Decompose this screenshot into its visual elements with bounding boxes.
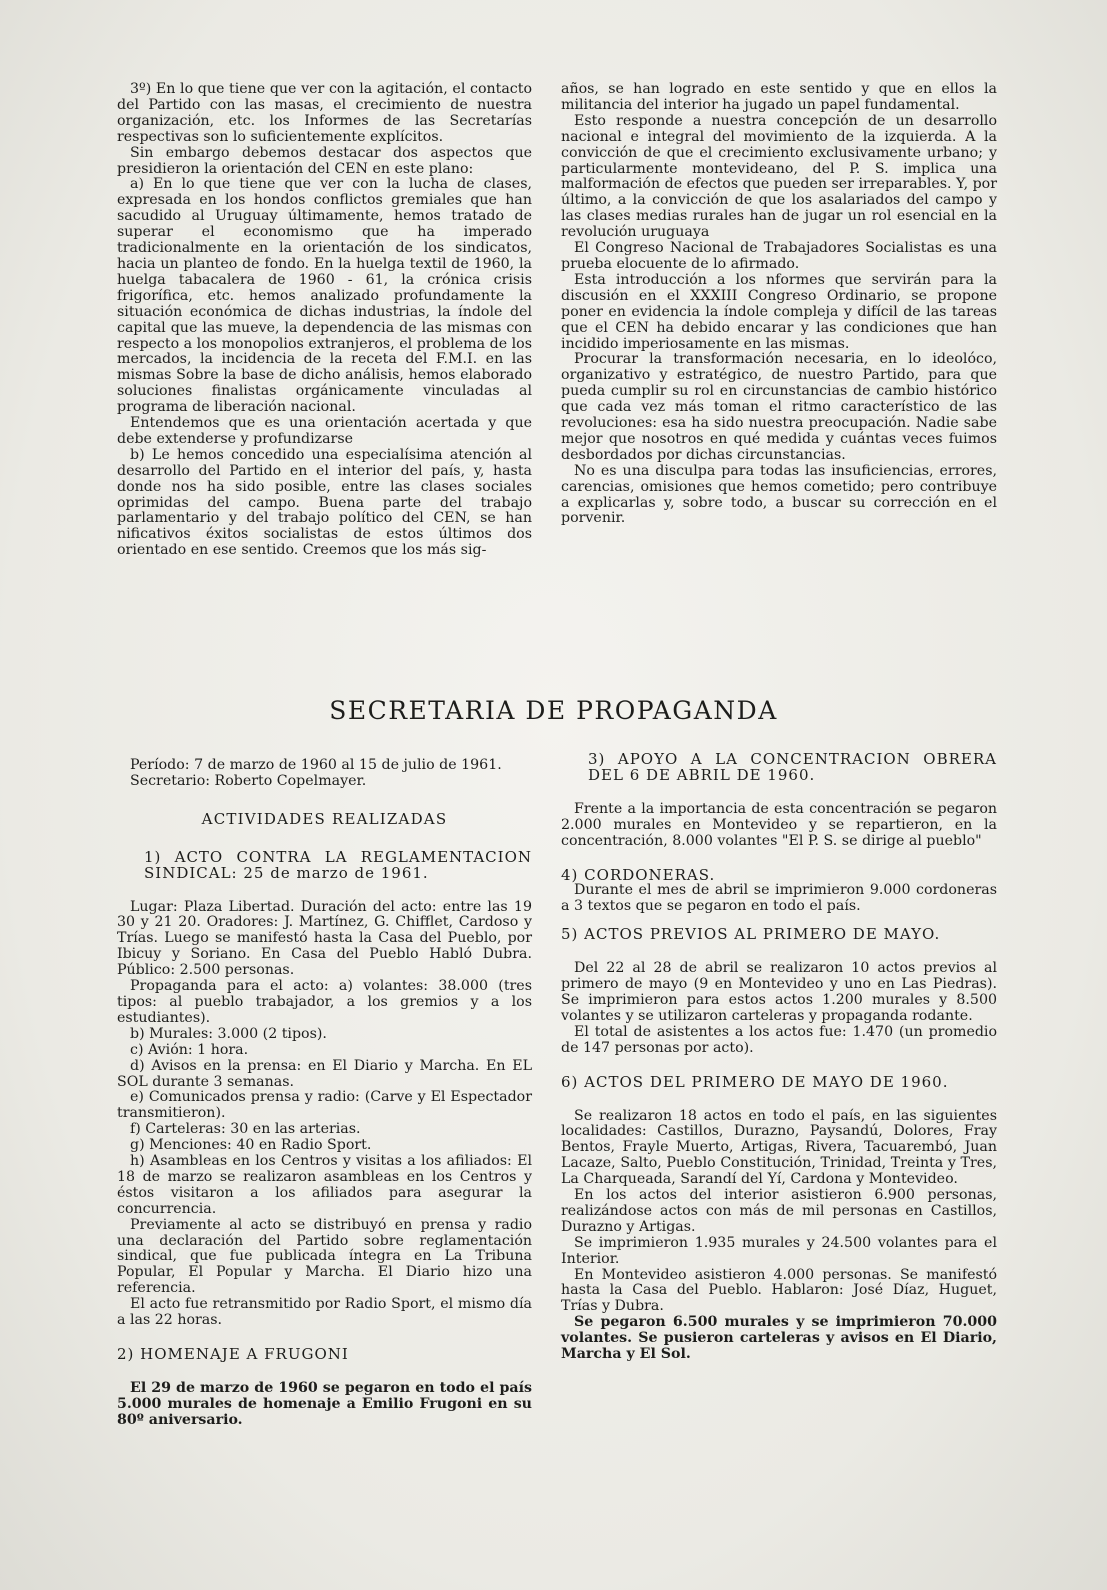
paragraph: Durante el mes de abril se imprimieron 9.000 cordoneras a 3 textos que se pegaron en todo el país. [561, 882, 997, 915]
paragraph: Lugar: Plaza Libertad. Duración del acto: entre las 19 30 y 21 20. Oradores: J. Martínez, G. Chifflet, Cardoso y Trías. Luego se manifestó hasta la Casa del Pueblo, por Ibicuy y Soriano. En Casa del Pueblo Habló Dubra. Público: 2.500 personas. [117, 898, 532, 979]
paragraph: Previamente al acto se distribuyó en prensa y radio una declaración del Partido sobre reglamentación sindical, que fue publicada íntegra en La Tribuna Popular, El Popular y Marcha. El Diario hizo una referencia. [117, 1216, 532, 1297]
item-5-heading: 5) ACTOS PREVIOS AL PRIMERO DE MAYO. [561, 925, 941, 944]
paragraph: 3º) En lo que tiene que ver con la agitación, el contacto del Partido con las masas, el crecimiento de nuestra organización, etc. los Informes de las Secretarías respectivas son lo suficientemente explícitos. [117, 81, 532, 145]
section-title: SECRETARIA DE PROPAGANDA [329, 696, 778, 725]
paragraph: El 29 de marzo de 1960 se pegaron en todo el país 5.000 murales de homenaje a Emilio Frugoni en su 80º aniversario. [117, 1379, 532, 1428]
paragraph: años, se han logrado en este sentido y que en ellos la militancia del interior ha jugado un papel fundamental. [561, 81, 997, 113]
paragraph: Propaganda para el acto: a) volantes: 38.000 (tres tipos: al pueblo trabajador, a los gremios y a los estudiantes). [117, 978, 532, 1026]
top-left-column [117, 82, 532, 559]
paragraph: f) Carteleras: 30 en las arterias. [130, 1121, 361, 1138]
paragraph: Se realizaron 18 actos en todo el país, en las siguientes localidades: Castillos, Durazno, Paysandú, Dolores, Fray Bentos, Frayle Muerto, Artigas, Rivera, Tacuarembó, Juan Lacaze, Salto, Pueblo Constitución, Trinidad, Treinta y Tres, La Charqueada, Sarandí del Yí, Cardona y Montevideo. [561, 1107, 997, 1188]
period-line: Período: 7 de marzo de 1960 al 15 de julio de 1961. [130, 757, 502, 773]
paragraph: Del 22 al 28 de abril se realizaron 10 actos previos al primero de mayo (9 en Montevideo y uno en Las Piedras). Se imprimieron para estos actos 1.200 murales y 8.500 volantes y se utilizaron carteleras y propaganda rodante. [561, 960, 997, 1024]
paragraph: El Congreso Nacional de Trabajadores Socialistas es una prueba elocuente de lo afirmado. [561, 240, 997, 272]
paragraph: El total de asistentes a los actos fue: 1.470 (un promedio de 147 personas por acto). [561, 1023, 997, 1056]
activities-heading: ACTIVIDADES REALIZADAS [201, 809, 448, 828]
paragraph: El acto fue retransmitido por Radio Sport, el mismo día a las 22 horas. [117, 1296, 532, 1329]
paragraph: h) Asambleas en los Centros y visitas a los afiliados: El 18 de marzo se realizaron asambleas en los Centros y éstos visitaron a los afiliados para asegurar la concurrencia. [117, 1153, 532, 1217]
item-6-heading: 6) ACTOS DEL PRIMERO DE MAYO DE 1960. [561, 1072, 949, 1091]
secretary-line: Secretario: Roberto Copelmayer. [130, 772, 367, 789]
item-1-heading: 1) ACTO CONTRA LA REGLAMENTACION SINDICAL: 25 de marzo de 1961. [144, 847, 532, 882]
paragraph: No es una disculpa para todas las insuficiencias, errores, carencias, omisiones que hemos cometido; pero contribuye a explicarlas y, sobre todo, a buscar su corrección en el porvenir. [561, 462, 997, 527]
paragraph: Esta introducción a los nformes que servirán para la discusión en el XXXIII Congreso Ordinario, se propone poner en evidencia la índole compleja y difícil de las tareas que el CEN ha debido encarar y las condiciones que han incidido imperiosamente en las mismas. [561, 271, 997, 352]
paragraph: En Montevideo asistieron 4.000 personas. Se manifestó hasta la Casa del Pueblo. Hablaron: José Díaz, Huguet, Trías y Dubra. [561, 1266, 997, 1315]
paragraph: Sin embargo debemos destacar dos aspectos que presidieron la orientación del CEN en este plano: [117, 144, 532, 177]
top-right-column [561, 82, 997, 527]
bottom-left-column [117, 758, 532, 1429]
paragraph: c) Avión: 1 hora. [130, 1041, 249, 1058]
paragraph: En los actos del interior asistieron 6.900 personas, realizándose actos con más de mil personas en Castillos, Durazno y Artigas. [561, 1187, 997, 1235]
paragraph: e) Comunicados prensa y radio: (Carve y El Espectador transmitieron). [117, 1089, 532, 1122]
paragraph: g) Menciones: 40 en Radio Sport. [130, 1137, 372, 1154]
paragraph: b) Murales: 3.000 (2 tipos). [130, 1025, 327, 1042]
paragraph: b) Le hemos concedido una especialísima atención al desarrollo del Partido en el interior del país, y, hasta donde nos ha sido posible, entre las clases sociales oprimidas del campo. Buena parte del trabajo parlamentario y del trabajo político del CEN, se han nificativos éxitos socialistas de estos últimos dos orientado en ese sentido. Creemos que los más sig- [117, 446, 532, 559]
paragraph: Procurar la transformación necesaria, en lo ideolóco, organizativo y estratégico, de nuestro Partido, para que pueda cumplir su rol en circunstancias de cambio histórico que cada vez más toman el ritmo característico de las revoluciones: esa ha sido nuestra preocupación. Nadie sabe mejor que nosotros en qué medida y cuántas veces fuimos desbordados por dichas circunstancias. [561, 351, 997, 463]
paragraph: Frente a la importancia de esta concentración se pegaron 2.000 murales en Montevideo y se repartieron, en la concentración, 8.000 volantes "El P. S. se dirige al pueblo" [561, 800, 997, 849]
item-3-heading: 3) APOYO A LA CONCENTRACION OBRERA DEL 6 DE ABRIL DE 1960. [588, 750, 997, 784]
item-2-heading: 2) HOMENAJE A FRUGONI [117, 1345, 349, 1363]
paragraph: a) En lo que tiene que ver con la lucha de clases, expresada en los hondos conflictos gremiales que han sacudido al Uruguay últimamente, hemos tratado de superar el economismo que ha imperado tradicionalmente en la orientación de los sindicatos, hacia un planteo de fondo. En la huelga textil de 1960, la huelga tabacalera de 1960 - 61, la crónica crisis frigorífica, etc. hemos analizado profundamente la situación económica de dichas industrias, la índole del capital que las mueve, la dependencia de las mismas con respecto a los monopolios extranjeros, el problema de los mercados, la incidencia de la receta del F.M.I. en las mismas Sobre la base de dicho análisis, hemos elaborado soluciones finalistas orgánicamente vinculadas al programa de liberación nacional. [117, 176, 532, 416]
paragraph: d) Avisos en la prensa: en El Diario y Marcha. En EL SOL durante 3 semanas. [117, 1057, 532, 1090]
paragraph: Se imprimieron 1.935 murales y 24.500 volantes para el Interior. [561, 1234, 997, 1267]
paragraph: Entendemos que es una orientación acertada y que debe extenderse y profundizarse [117, 415, 532, 447]
paragraph: Se pegaron 6.500 murales y se imprimieron 70.000 volantes. Se pusieron carteleras y avisos en El Diario, Marcha y El Sol. [561, 1314, 997, 1363]
bottom-right-column [561, 752, 997, 1363]
paragraph: Esto responde a nuestra concepción de un desarrollo nacional e integral del movimiento de la izquierda. A la convicción de que el crecimiento exclusivamente urbano; y particularmente montevideano, del P. S. implica una malformación de efectos que pueden ser irreparables. Y, por último, a la convicción de que los asalariados del campo y las clases medias rurales han de jugar un rol esencial en la revolución uruguaya [561, 112, 998, 241]
item-4-heading: 4) CORDONERAS. [561, 865, 716, 884]
